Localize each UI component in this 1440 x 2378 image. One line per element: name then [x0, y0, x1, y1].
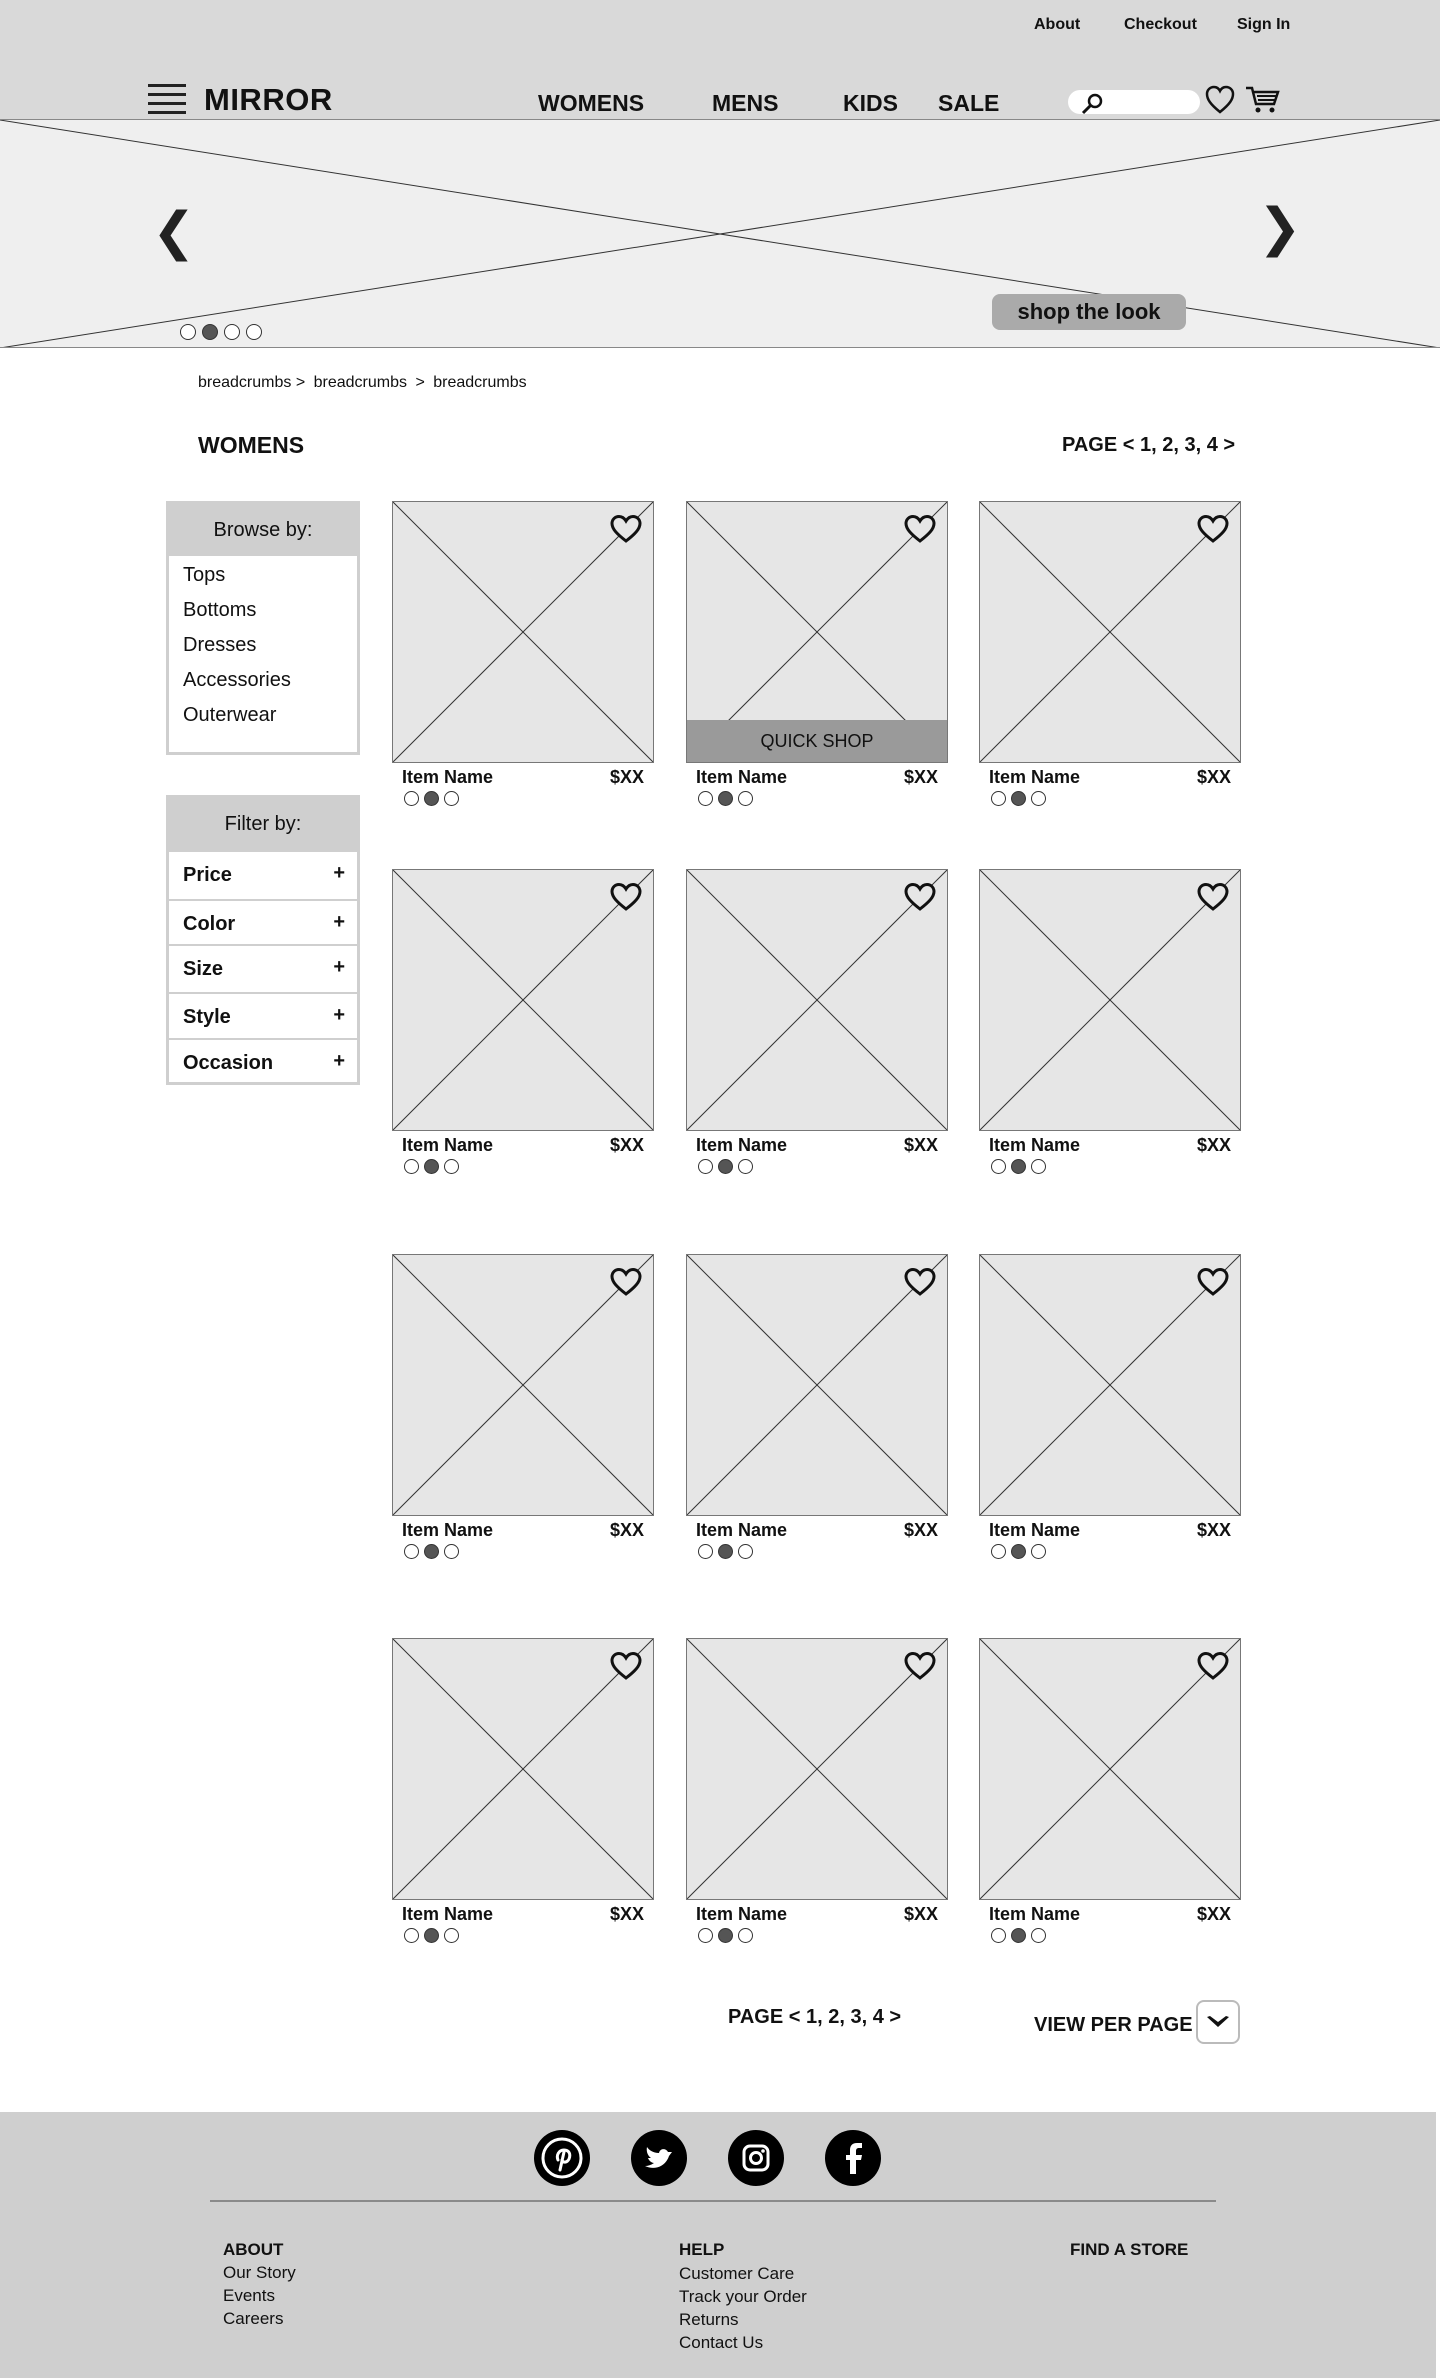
- twitter-icon[interactable]: [631, 2130, 687, 2186]
- footer-help-heading: HELP: [679, 2240, 725, 2259]
- chevron-down-icon: [1198, 2002, 1238, 2042]
- color-swatch[interactable]: [424, 1159, 439, 1174]
- color-swatch[interactable]: [424, 791, 439, 806]
- color-swatch[interactable]: [698, 1544, 713, 1559]
- color-swatch[interactable]: [738, 1928, 753, 1943]
- item-name[interactable]: Item Name: [696, 767, 788, 787]
- item-name[interactable]: Item Name: [696, 1904, 788, 1924]
- facebook-icon[interactable]: [825, 2130, 881, 2186]
- instagram-icon[interactable]: [728, 2130, 784, 2186]
- filter-title: Filter by:: [169, 798, 357, 850]
- shop-the-look-button[interactable]: shop the look: [992, 294, 1186, 330]
- checkout-link[interactable]: Checkout: [1124, 16, 1197, 33]
- favorite-heart-icon[interactable]: [903, 1651, 937, 1681]
- browse-item-dresses[interactable]: Dresses: [183, 634, 257, 656]
- sign-in-link[interactable]: Sign In: [1237, 16, 1291, 33]
- color-swatch[interactable]: [991, 791, 1006, 806]
- breadcrumb: [198, 374, 531, 392]
- hero-dot-3[interactable]: [224, 324, 240, 340]
- footer-link-track-order[interactable]: Track your Order: [679, 2287, 807, 2306]
- filter-label: Color: [183, 913, 236, 935]
- item-name[interactable]: Item Name: [696, 1520, 788, 1540]
- item-name[interactable]: Item Name: [696, 1135, 788, 1155]
- item-price: $XX: [903, 767, 938, 787]
- filter-label: Price: [183, 864, 232, 886]
- item-name[interactable]: Item Name: [989, 767, 1081, 787]
- color-swatch[interactable]: [404, 1928, 419, 1943]
- color-swatch[interactable]: [1031, 1544, 1046, 1559]
- item-price: $XX: [1196, 1520, 1231, 1540]
- color-swatch[interactable]: [991, 1928, 1006, 1943]
- nav-mens[interactable]: MENS: [712, 90, 779, 116]
- item-name[interactable]: Item Name: [402, 1520, 494, 1540]
- item-name[interactable]: Item Name: [402, 1904, 494, 1924]
- favorite-heart-icon[interactable]: [903, 1267, 937, 1297]
- item-price: $XX: [609, 1135, 644, 1155]
- item-name[interactable]: Item Name: [402, 1135, 494, 1155]
- about-link[interactable]: About: [1034, 16, 1081, 33]
- color-swatch[interactable]: [404, 1544, 419, 1559]
- filter-color[interactable]: [169, 899, 357, 945]
- pagination-bottom[interactable]: PAGE < 1, 2, 3, 4 >: [728, 2006, 902, 2028]
- breadcrumb-item[interactable]: breadcrumbs >: [198, 374, 306, 391]
- favorite-heart-icon[interactable]: [903, 514, 937, 544]
- color-swatch[interactable]: [444, 1928, 459, 1943]
- product-card[interactable]: [979, 501, 1241, 763]
- cart-icon[interactable]: [1244, 84, 1280, 116]
- product-card[interactable]: [686, 869, 948, 1131]
- color-swatch[interactable]: [444, 1544, 459, 1559]
- item-price: $XX: [903, 1135, 938, 1155]
- hero-dot-2[interactable]: [202, 324, 218, 340]
- product-card[interactable]: [686, 1254, 948, 1516]
- color-swatch[interactable]: [1031, 1159, 1046, 1174]
- browse-item-bottoms[interactable]: Bottoms: [183, 599, 257, 621]
- browse-item-tops[interactable]: Tops: [183, 564, 226, 586]
- favorite-heart-icon[interactable]: [1196, 882, 1230, 912]
- product-card[interactable]: [392, 869, 654, 1131]
- nav-kids[interactable]: KIDS: [843, 90, 898, 116]
- color-swatch[interactable]: [444, 1159, 459, 1174]
- item-name[interactable]: Item Name: [989, 1135, 1081, 1155]
- breadcrumb-item[interactable]: breadcrumbs: [433, 374, 527, 391]
- menu-icon[interactable]: [148, 84, 186, 114]
- footer-link-our-story[interactable]: Our Story: [223, 2263, 296, 2282]
- footer-divider: [210, 2200, 1216, 2202]
- hero-image-placeholder: [0, 120, 1440, 348]
- product-card[interactable]: [979, 1638, 1241, 1900]
- item-name[interactable]: Item Name: [989, 1520, 1081, 1540]
- item-price: $XX: [1196, 1904, 1231, 1924]
- footer-find-a-store-link[interactable]: FIND A STORE: [1070, 2240, 1189, 2259]
- quick-shop-button[interactable]: QUICK SHOP: [687, 720, 947, 762]
- expand-plus-icon[interactable]: +: [333, 956, 345, 978]
- color-swatch[interactable]: [698, 1159, 713, 1174]
- color-swatch[interactable]: [404, 1159, 419, 1174]
- color-swatch[interactable]: [718, 791, 733, 806]
- item-price: $XX: [609, 1904, 644, 1924]
- color-swatch[interactable]: [718, 1928, 733, 1943]
- item-price: $XX: [903, 1520, 938, 1540]
- product-card[interactable]: [979, 1254, 1241, 1516]
- product-card[interactable]: [686, 501, 948, 763]
- favorite-heart-icon[interactable]: [1196, 1267, 1230, 1297]
- footer-link-contact-us[interactable]: Contact Us: [679, 2333, 764, 2352]
- page-title: WOMENS: [198, 432, 305, 458]
- wishlist-heart-icon[interactable]: [1204, 84, 1236, 116]
- item-name[interactable]: Item Name: [402, 767, 494, 787]
- pinterest-icon[interactable]: [534, 2130, 590, 2186]
- product-card[interactable]: [392, 501, 654, 763]
- browse-item-outerwear[interactable]: Outerwear: [183, 704, 277, 726]
- hero-dot-1[interactable]: [180, 324, 196, 340]
- color-swatch[interactable]: [1011, 1159, 1026, 1174]
- color-swatch[interactable]: [738, 1159, 753, 1174]
- browse-title: Browse by:: [169, 504, 357, 556]
- color-swatch[interactable]: [1031, 791, 1046, 806]
- filter-occasion[interactable]: [169, 1038, 357, 1084]
- color-swatch[interactable]: [1011, 1928, 1026, 1943]
- product-card[interactable]: [979, 869, 1241, 1131]
- favorite-heart-icon[interactable]: [1196, 514, 1230, 544]
- color-swatch[interactable]: [718, 1159, 733, 1174]
- hero-next-arrow[interactable]: ❯: [1258, 199, 1302, 257]
- color-swatch[interactable]: [444, 791, 459, 806]
- color-swatch[interactable]: [1011, 1544, 1026, 1559]
- product-card[interactable]: [392, 1638, 654, 1900]
- hero-prev-arrow[interactable]: ❮: [152, 203, 196, 261]
- color-swatch[interactable]: [698, 791, 713, 806]
- browse-panel: [166, 501, 360, 755]
- filter-label: Occasion: [183, 1052, 274, 1074]
- item-price: $XX: [609, 1520, 644, 1540]
- item-price: $XX: [1196, 1135, 1231, 1155]
- browse-item-accessories[interactable]: Accessories: [183, 669, 291, 691]
- product-card[interactable]: [392, 1254, 654, 1516]
- hero-banner[interactable]: [0, 120, 1440, 348]
- favorite-heart-icon[interactable]: [609, 1651, 643, 1681]
- filter-label: Style: [183, 1006, 231, 1028]
- footer-link-customer-care[interactable]: Customer Care: [679, 2264, 795, 2283]
- color-swatch[interactable]: [738, 1544, 753, 1559]
- color-swatch[interactable]: [718, 1544, 733, 1559]
- expand-plus-icon[interactable]: +: [333, 862, 345, 884]
- view-per-page-dropdown[interactable]: [1196, 2000, 1240, 2044]
- item-price: $XX: [903, 1904, 938, 1924]
- color-swatch[interactable]: [991, 1159, 1006, 1174]
- expand-plus-icon[interactable]: +: [333, 911, 345, 933]
- color-swatch[interactable]: [698, 1928, 713, 1943]
- favorite-heart-icon[interactable]: [609, 882, 643, 912]
- nav-sale[interactable]: SALE: [938, 90, 1000, 116]
- color-swatch[interactable]: [424, 1928, 439, 1943]
- favorite-heart-icon[interactable]: [609, 1267, 643, 1297]
- footer-link-careers[interactable]: Careers: [223, 2309, 284, 2328]
- color-swatch[interactable]: [1031, 1928, 1046, 1943]
- item-price: $XX: [609, 767, 644, 787]
- filter-price[interactable]: [169, 850, 357, 896]
- filter-style[interactable]: [169, 992, 357, 1038]
- view-per-page-label: VIEW PER PAGE: [1034, 2014, 1193, 2036]
- nav-womens[interactable]: WOMENS: [538, 90, 645, 116]
- favorite-heart-icon[interactable]: [903, 882, 937, 912]
- site-header: [0, 0, 1440, 120]
- hero-dot-4[interactable]: [246, 324, 262, 340]
- color-swatch[interactable]: [738, 791, 753, 806]
- item-name[interactable]: Item Name: [989, 1904, 1081, 1924]
- color-swatch[interactable]: [1011, 791, 1026, 806]
- footer-link-events[interactable]: Events: [223, 2286, 275, 2305]
- search-icon[interactable]: [1080, 91, 1106, 117]
- site-logo[interactable]: MIRROR: [204, 82, 333, 117]
- expand-plus-icon[interactable]: +: [333, 1050, 345, 1072]
- color-swatch[interactable]: [424, 1544, 439, 1559]
- filter-panel: [166, 795, 360, 1085]
- footer-link-returns[interactable]: Returns: [679, 2310, 739, 2329]
- favorite-heart-icon[interactable]: [1196, 1651, 1230, 1681]
- favorite-heart-icon[interactable]: [609, 514, 643, 544]
- breadcrumb-item[interactable]: breadcrumbs: [313, 374, 407, 391]
- color-swatch[interactable]: [404, 791, 419, 806]
- pagination-top[interactable]: PAGE < 1, 2, 3, 4 >: [1062, 434, 1236, 456]
- footer-about-heading: ABOUT: [223, 2240, 284, 2259]
- item-price: $XX: [1196, 767, 1231, 787]
- filter-size[interactable]: [169, 944, 357, 990]
- expand-plus-icon[interactable]: +: [333, 1004, 345, 1026]
- color-swatch[interactable]: [991, 1544, 1006, 1559]
- breadcrumb-separator: >: [415, 374, 425, 391]
- product-card[interactable]: [686, 1638, 948, 1900]
- filter-label: Size: [183, 958, 224, 980]
